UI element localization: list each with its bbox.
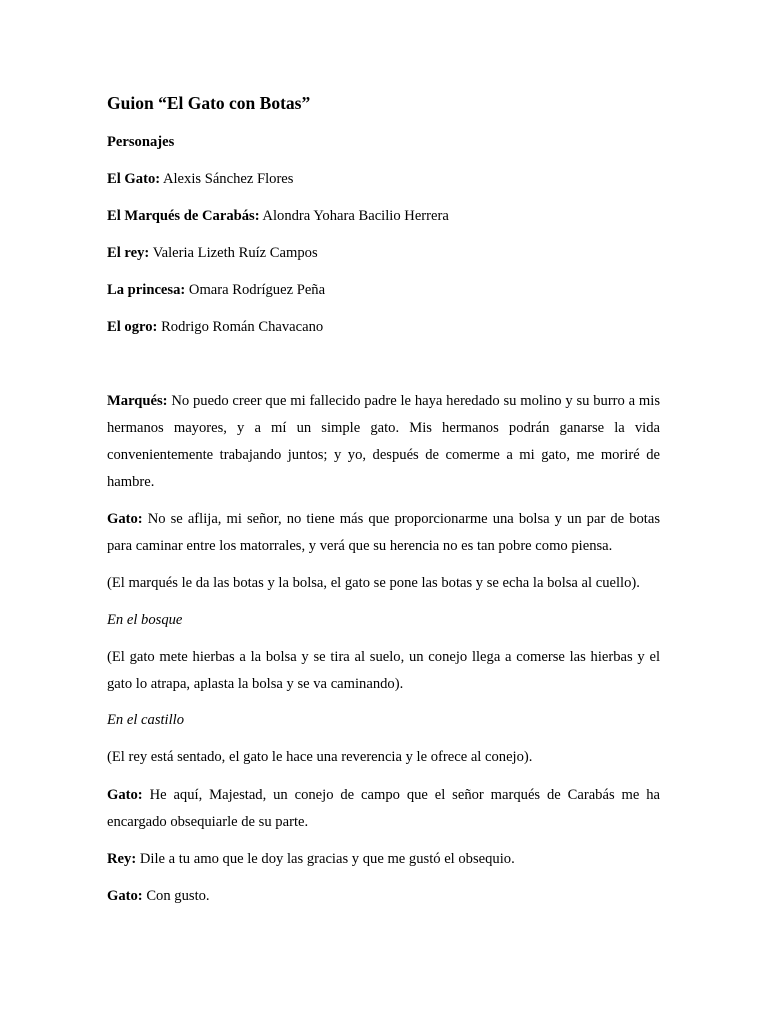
dialogue-paragraph	[107, 883, 660, 910]
document-title: Guion “El Gato con Botas”	[107, 93, 311, 113]
dialogue-text: Con gusto.	[146, 888, 210, 904]
character-actor: Valeria Lizeth Ruíz Campos	[152, 245, 318, 261]
character-role: El rey:	[107, 245, 150, 261]
speaker-label: Gato:	[107, 511, 143, 527]
character-role: El ogro:	[107, 319, 158, 335]
dialogue-paragraph	[107, 846, 660, 873]
scene-heading: En el bosque	[107, 612, 183, 628]
character-entry	[107, 169, 293, 189]
dialogue-paragraph	[107, 506, 660, 560]
speaker-label: Gato:	[107, 888, 143, 904]
character-actor: Alondra Yohara Bacilio Herrera	[262, 208, 449, 224]
dialogue-text: No puedo creer que mi fallecido padre le haya heredado su molino y su burro a mis hermanos mayores, y a mí un simple gato. Mis hermanos podrán ganarse la vida convenientemente trabajando juntos; y yo, después de comerme a mi gato, me moriré de hambre.	[107, 393, 660, 490]
character-entry	[107, 206, 449, 226]
stage-direction: (El gato mete hierbas a la bolsa y se tira al suelo, un conejo llega a comerse las hierbas y el gato lo atrapa, aplasta la bolsa y se va caminando).	[107, 649, 660, 692]
character-role: El Gato:	[107, 171, 161, 187]
characters-heading: Personajes	[107, 134, 175, 150]
stage-direction: (El marqués le da las botas y la bolsa, el gato se pone las botas y se echa la bolsa al cuello).	[107, 575, 640, 591]
character-entry	[107, 317, 323, 337]
scene-heading: En el castillo	[107, 712, 185, 728]
character-entry	[107, 243, 318, 263]
character-actor: Omara Rodríguez Peña	[188, 282, 326, 298]
character-role: La princesa:	[107, 282, 186, 298]
stage-direction: (El rey está sentado, el gato le hace una reverencia y le ofrece al conejo).	[107, 749, 533, 765]
character-role: El Marqués de Carabás:	[107, 208, 260, 224]
dialogue-text: Dile a tu amo que le doy las gracias y que me gustó el obsequio.	[139, 851, 515, 867]
speaker-label: Marqués:	[107, 393, 168, 409]
speaker-label: Gato:	[107, 787, 143, 803]
character-entry	[107, 280, 325, 300]
dialogue-text: No se aflija, mi señor, no tiene más que proporcionarme una bolsa y un par de botas para caminar entre los matorrales, y verá que su herencia no es tan pobre como piensa.	[107, 511, 660, 554]
speaker-label: Rey:	[107, 851, 137, 867]
dialogue-paragraph	[107, 388, 660, 496]
dialogue-text: He aquí, Majestad, un conejo de campo que el señor marqués de Carabás me ha encargado obsequiarle de su parte.	[107, 787, 660, 830]
dialogue-paragraph	[107, 782, 660, 836]
character-actor: Alexis Sánchez Flores	[162, 171, 294, 187]
character-actor: Rodrigo Román Chavacano	[161, 319, 324, 335]
